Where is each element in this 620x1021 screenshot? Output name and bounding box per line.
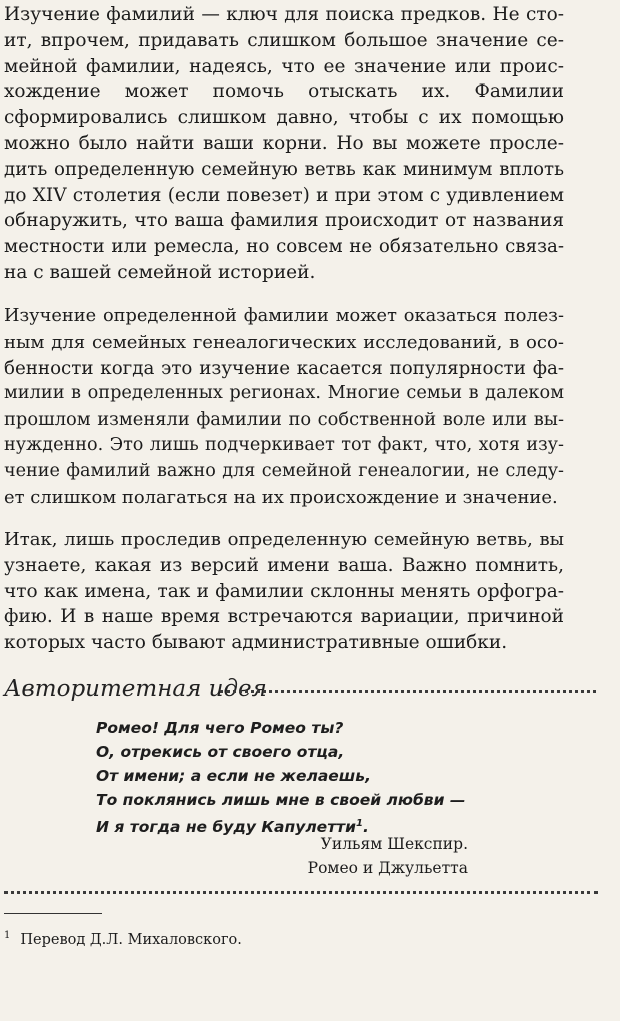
text-line: Итак, лишь проследив определенную семейную ветвь, вы — [4, 529, 564, 550]
paragraph-2 — [4, 304, 564, 510]
text-line: дить определенную семейную ветвь как минимум вплоть — [4, 158, 564, 180]
text-line: на с вашей семейной историей. — [4, 261, 316, 283]
text-line: фию. И в наше время встречаются вариации, причиной — [4, 606, 564, 628]
attribution-author: Уильям Шекспир. — [320, 835, 468, 853]
text-line: сформировались слишком давно, чтобы с их помощью — [4, 107, 564, 129]
dotted-divider-bottom — [4, 891, 598, 894]
footnote-text: Перевод Д.Л. Михаловского. — [20, 932, 242, 948]
text-line: можно было найти ваши корни. Но вы можете просле- — [4, 132, 564, 154]
quote-line: О, отрекись от своего отца, — [96, 743, 345, 761]
text-line: обнаружить, что ваша фамилия происходит от названия — [4, 210, 564, 232]
paragraph-1 — [4, 2, 564, 286]
text-line: милии в определенных регионах. Многие семьи в далеком — [4, 383, 564, 404]
sidebar-title: Авторитетная идея — [4, 676, 267, 702]
shakespeare-quote — [96, 716, 465, 839]
paragraph-3 — [4, 527, 564, 656]
text-line: до XIV столетия (если повезет) и при этом с удивлением — [4, 184, 564, 206]
text-line: хождение может помочь отыскать их. Фамилии — [4, 81, 564, 103]
quote-line: От имени; а если не желаешь, — [96, 767, 371, 785]
text-line: нужденно. Это лишь подчеркивает тот факт, что, хотя изу- — [4, 434, 564, 455]
text-line: местности или ремесла, но совсем не обязательно связа- — [4, 236, 564, 258]
text-line: Изучение фамилий — ключ для поиска предков. Не сто- — [4, 4, 564, 25]
footnote-mark: 1 — [4, 930, 11, 941]
text-line: чение фамилий важно для семейной генеалогии, не следу- — [4, 460, 564, 481]
quote-line: И я тогда не буду Капулетти — [96, 818, 357, 836]
footnote — [4, 930, 242, 948]
text-line: ит, впрочем, придавать слишком большое значение се- — [4, 29, 564, 51]
footnote-separator — [4, 913, 102, 914]
text-line: мейной фамилии, надеясь, что ее значение или проис- — [4, 55, 564, 77]
text-line: узнаете, какая из версий имени ваша. Важно помнить, — [4, 554, 564, 576]
text-line: которых часто бывают административные ошибки. — [4, 632, 508, 654]
footnote-reference: 1 — [356, 818, 363, 829]
text-line: бенности когда это изучение касается популярности фа- — [4, 357, 564, 379]
quote-attribution — [308, 832, 468, 880]
quote-end-punctuation: . — [363, 818, 369, 836]
text-line: ным для семейных генеалогических исследований, в осо- — [4, 331, 564, 353]
text-line: ет слишком полагаться на их происхождение и значение. — [4, 486, 558, 508]
text-line: что как имена, так и фамилии склонны менять орфогра- — [4, 580, 564, 602]
text-line: прошлом изменяли фамилии по собственной воле или вы- — [4, 409, 564, 431]
text-line: Изучение определенной фамилии может оказаться полез- — [4, 306, 564, 326]
quote-line: Ромео! Для чего Ромео ты? — [96, 719, 344, 737]
quote-line: То поклянись лишь мне в своей любви — — [96, 791, 466, 809]
dotted-divider-top — [220, 690, 596, 693]
attribution-work: Ромео и Джульетта — [307, 859, 468, 877]
